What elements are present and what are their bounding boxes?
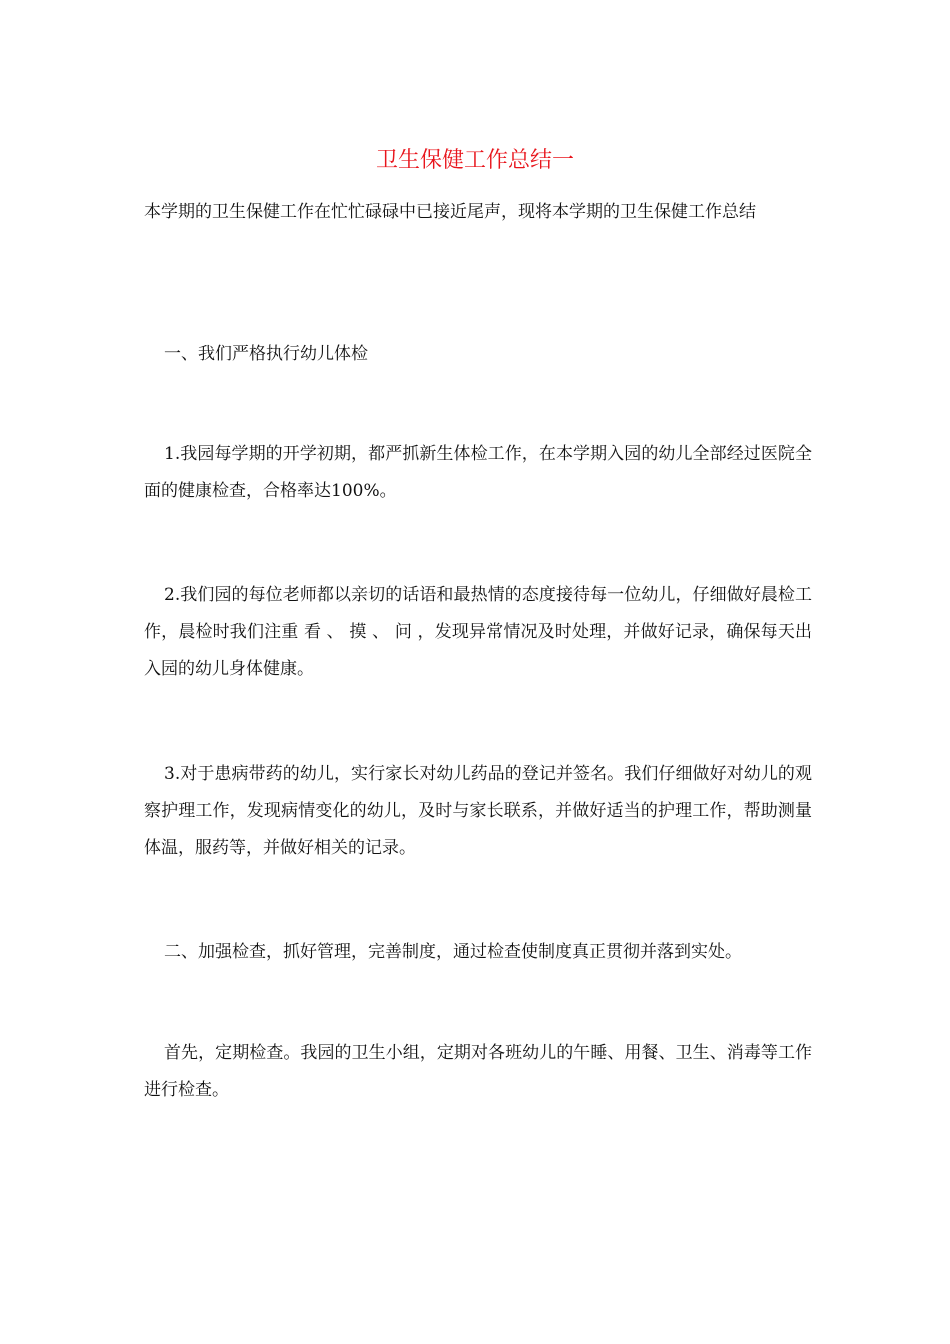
first-check-paragraph: 首先，定期检查。我园的卫生小组，定期对各班幼儿的午睡、用餐、卫生、消毒等工作进行检查。 — [144, 1043, 812, 1100]
item-paragraph-1: 1.我园每学期的开学初期，都严抓新生体检工作，在本学期入园的幼儿全部经过医院全面的健康检查，合格率达100%。 — [144, 444, 812, 501]
section-heading-1: 一、我们严格执行幼儿体检 — [164, 344, 368, 364]
document-title: 卫生保健工作总结一 — [375, 148, 574, 173]
item-paragraph-3: 3.对于患病带药的幼儿，实行家长对幼儿药品的登记并签名。我们仔细做好对幼儿的观察护理工作，发现病情变化的幼儿，及时与家长联系，并做好适当的护理工作，帮助测量体温，服药等，并做好相关的记录。 — [144, 764, 812, 858]
item-paragraph-2: 2.我们园的每位老师都以亲切的话语和最热情的态度接待每一位幼儿，仔细做好晨检工作，晨检时我们注重 看 、 摸 、 问 ，发现异常情况及时处理，并做好记录，确保每天出入园的幼儿身体健康。 — [144, 585, 812, 679]
section-heading-2: 二、加强检查，抓好管理，完善制度，通过检查使制度真正贯彻并落到实处。 — [164, 942, 742, 962]
intro-paragraph: 本学期的卫生保健工作在忙忙碌碌中已接近尾声，现将本学期的卫生保健工作总结 — [144, 202, 756, 222]
